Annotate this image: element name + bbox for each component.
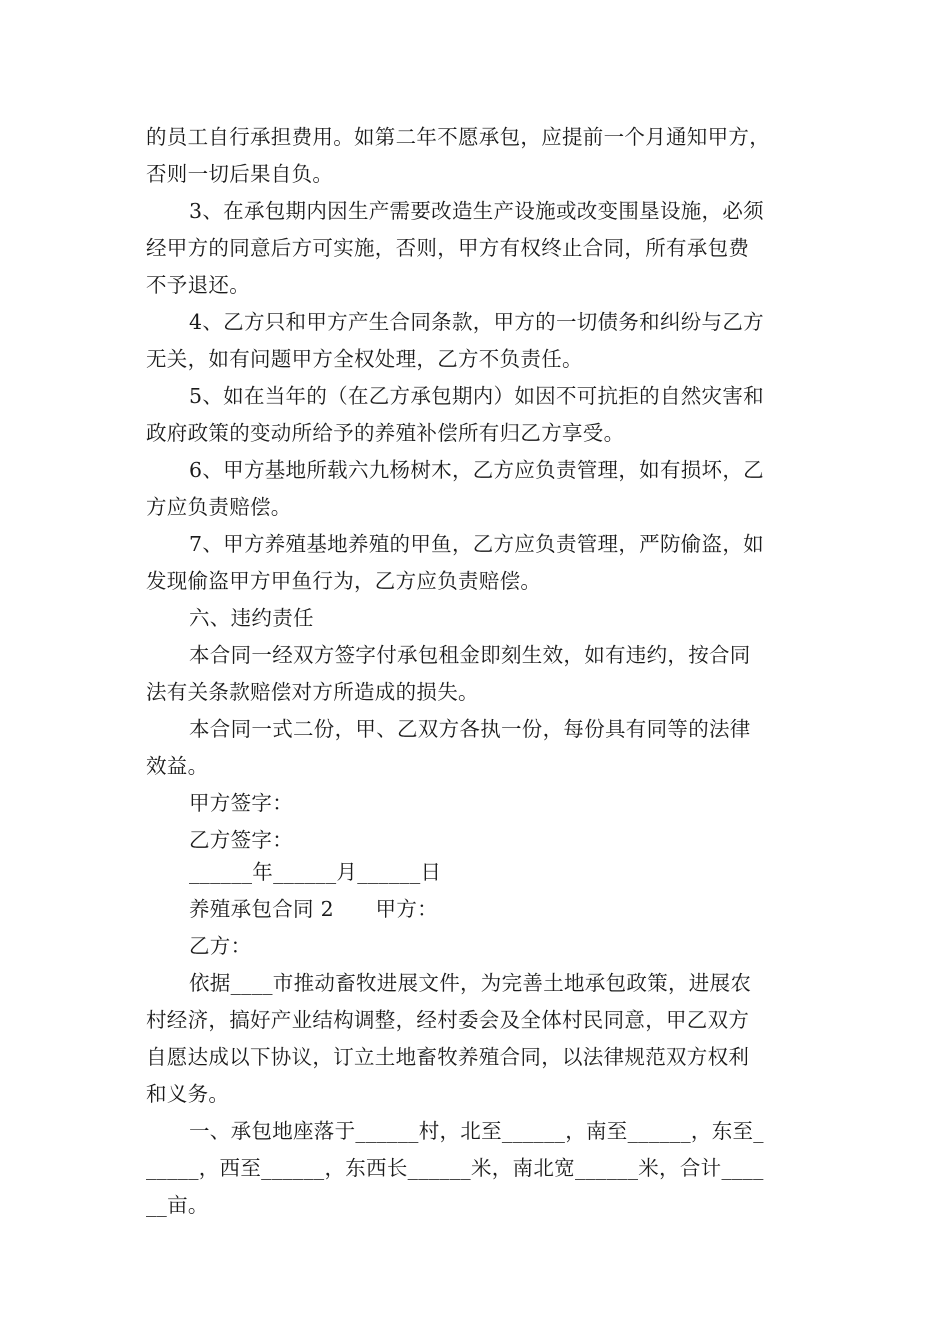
party-a-signature: 甲方签字： [189,791,293,815]
text-line: 政府政策的变动所给予的养殖补偿所有归乙方享受。 [146,421,625,445]
text-line: 和义务。 [146,1082,230,1106]
contract-2-heading: 养殖承包合同 2 甲方： [189,897,438,921]
party-b-signature: 乙方签字： [189,828,293,852]
text-line: 无关，如有问题甲方全权处理，乙方不负责任。 [146,347,583,371]
text-line: 否则一切后果自负。 [146,162,334,186]
party-b-label: 乙方： [189,934,252,958]
text-line: 村经济，搞好产业结构调整，经村委会及全体村民同意，甲乙双方 [146,1008,750,1032]
text-line: _____，西至______，东西长______米，南北宽______米，合计____ [146,1156,764,1180]
text-line: 本合同一经双方签字付承包租金即刻生效，如有违约，按合同 [189,643,751,667]
text-line: 经甲方的同意后方可实施，否则，甲方有权终止合同，所有承包费 [146,236,750,260]
clause-1: 一、承包地座落于______村，北至______，南至______，东至_ [189,1119,764,1143]
text-line: 本合同一式二份，甲、乙双方各执一份，每份具有同等的法律 [189,717,751,741]
text-line: 发现偷盗甲方甲鱼行为，乙方应负责赔偿。 [146,569,542,593]
text-line: 依据____市推动畜牧进展文件，为完善土地承包政策，进展农 [189,971,752,995]
date-line: ______年______月______日 [189,860,442,884]
text-line: 的员工自行承担费用。如第二年不愿承包，应提前一个月通知甲方， [146,125,770,149]
clause-5: 5、如在当年的（在乙方承包期内）如因不可抗拒的自然灾害和 [189,384,764,408]
clause-6: 6、甲方基地所载六九杨树木，乙方应负责管理，如有损坏，乙 [189,458,764,482]
text-line: 自愿达成以下协议，订立土地畜牧养殖合同，以法律规范双方权利 [146,1045,750,1069]
text-line: __亩。 [146,1193,209,1217]
text-line: 效益。 [146,754,209,778]
clause-7: 7、甲方养殖基地养殖的甲鱼，乙方应负责管理，严防偷盗，如 [189,532,764,556]
clause-3: 3、在承包期内因生产需要改造生产设施或改变围垦设施，必须 [189,199,764,223]
text-line: 法有关条款赔偿对方所造成的损失。 [146,680,479,704]
clause-4: 4、乙方只和甲方产生合同条款，甲方的一切债务和纠纷与乙方 [189,310,764,334]
text-line: 方应负责赔偿。 [146,495,292,519]
section-heading: 六、违约责任 [189,606,314,630]
text-line: 不予退还。 [146,273,250,297]
